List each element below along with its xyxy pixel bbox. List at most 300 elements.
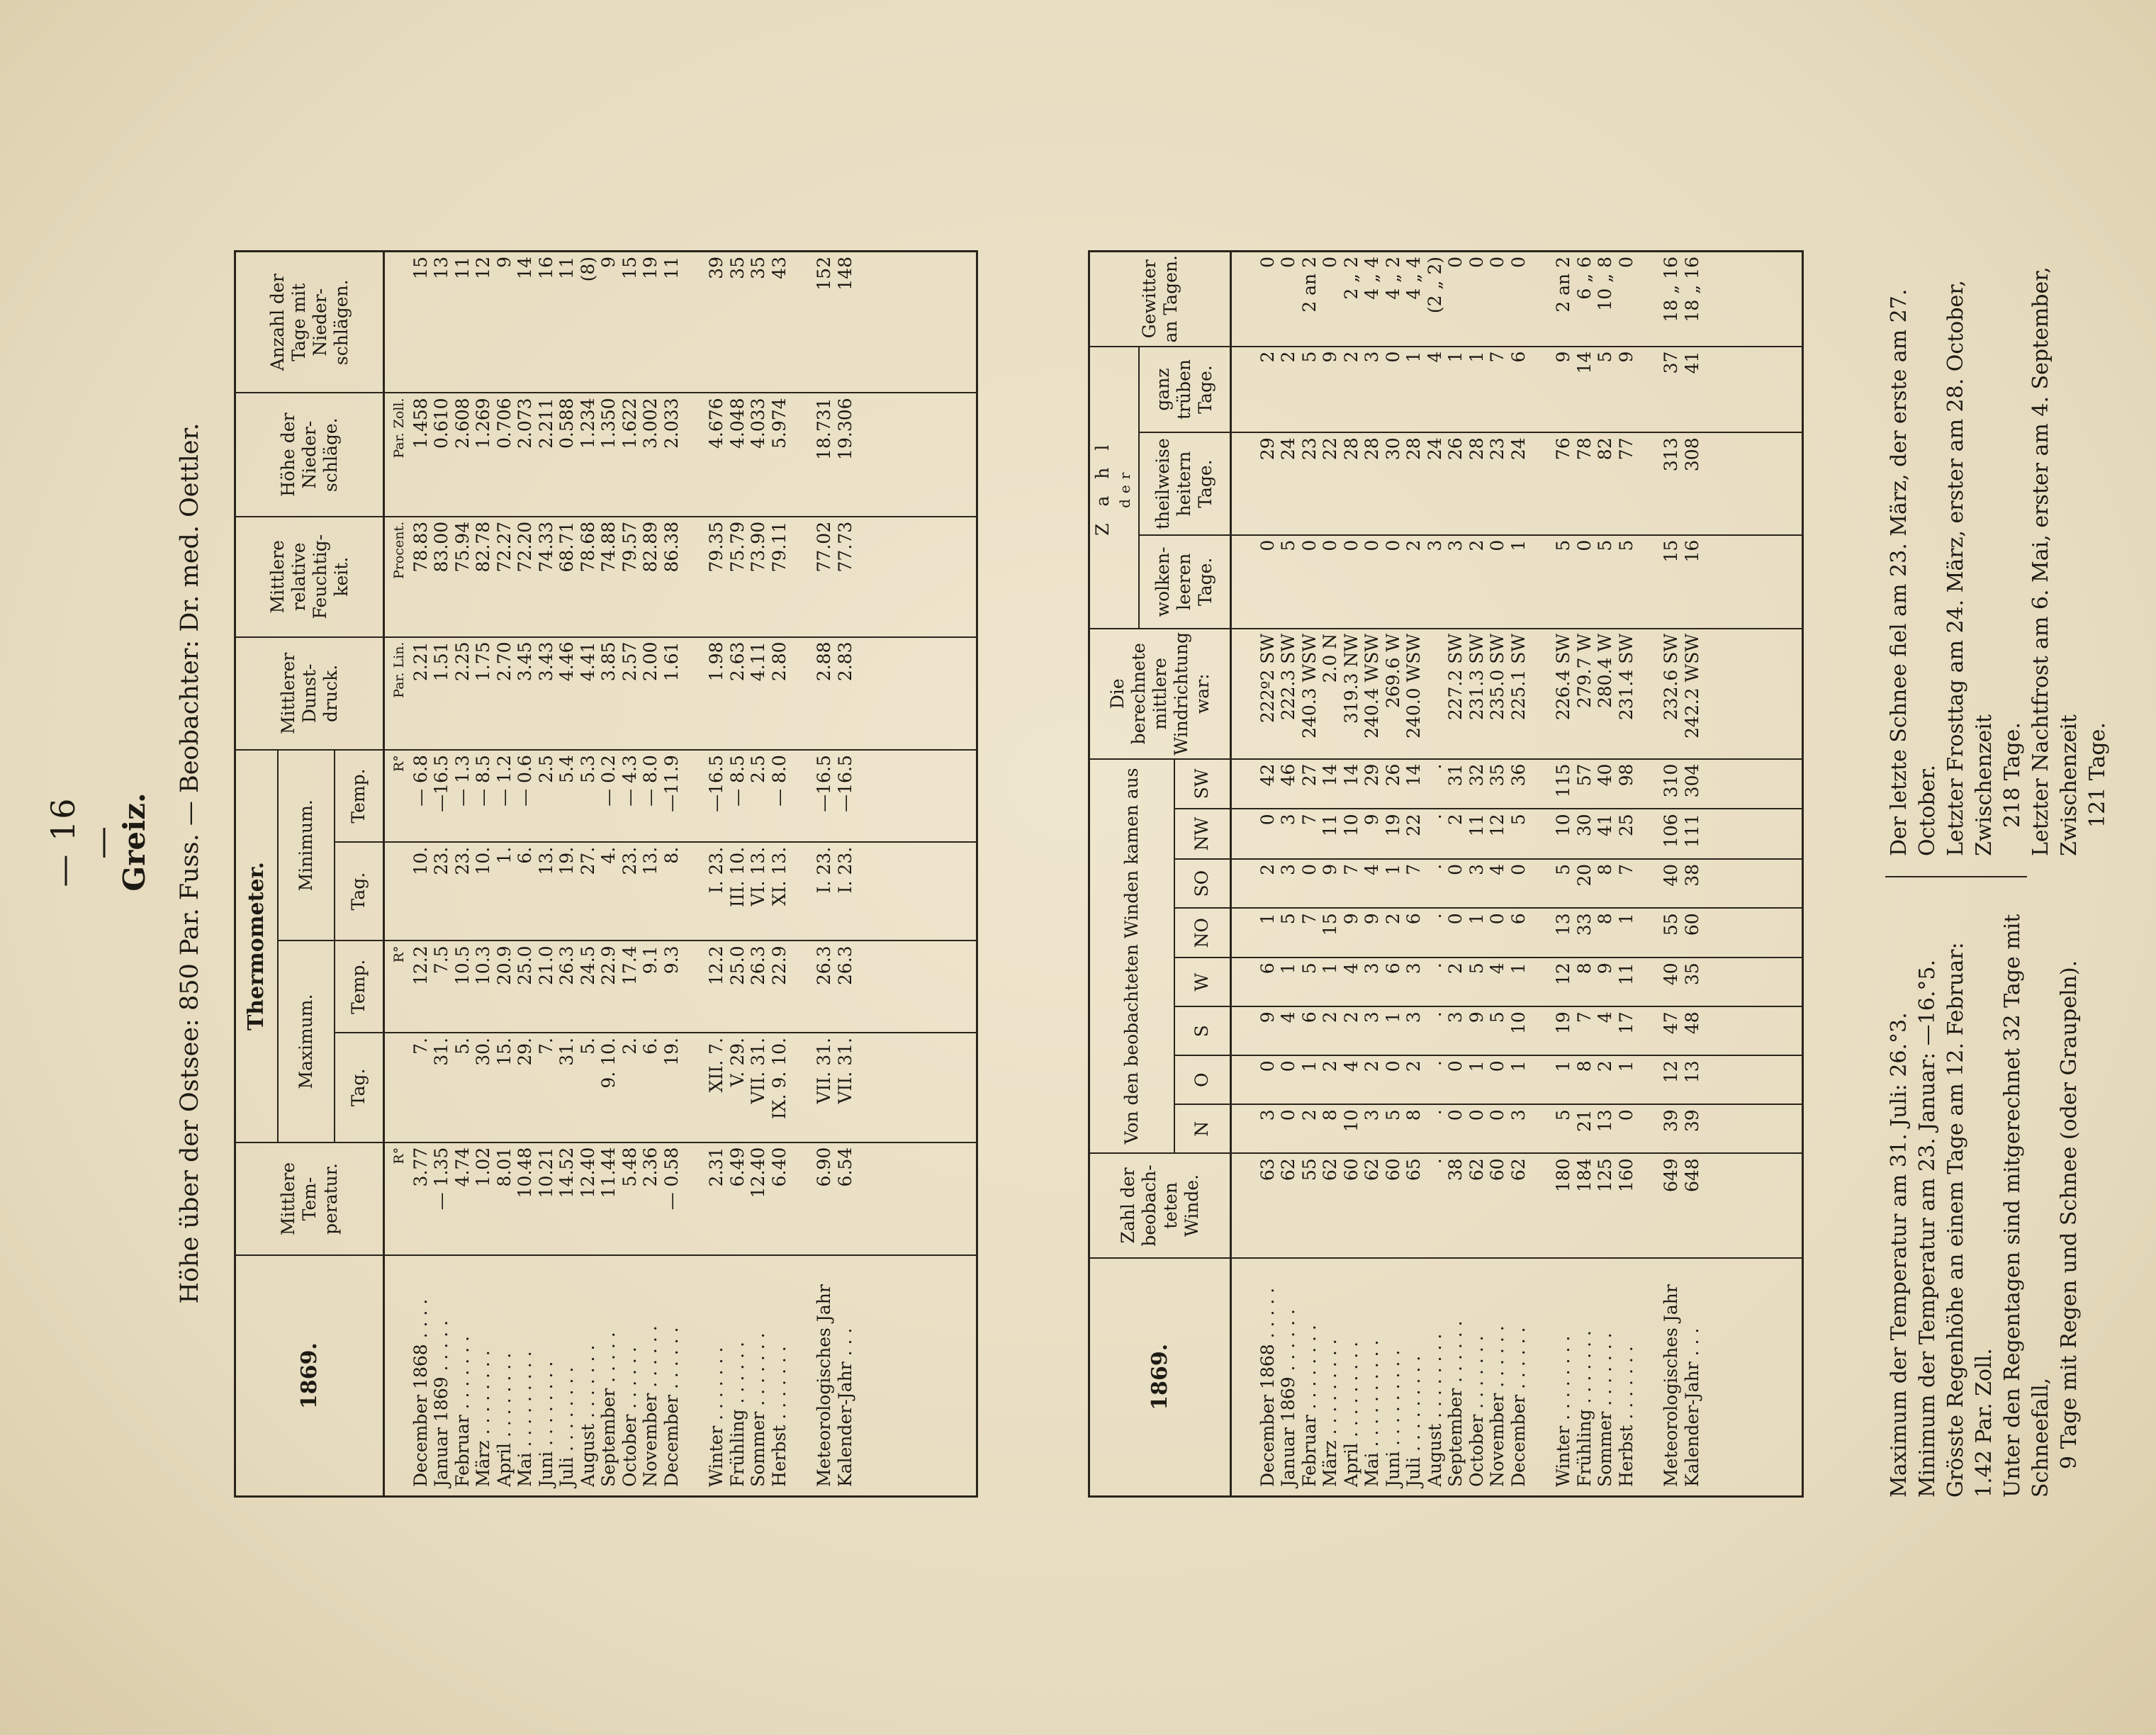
cell-SW: 27 — [1298, 763, 1320, 787]
column-min_day — [384, 842, 977, 941]
cell-precip: 1.234 — [577, 398, 598, 449]
cell-S: 3 — [1361, 1011, 1382, 1023]
cell-label: Frühling . . . . . . . — [1573, 1330, 1595, 1487]
cell-mean: 2.36 — [640, 1147, 661, 1187]
cell-cnt: 180 — [1553, 1158, 1573, 1192]
cell-SW: 29 — [1361, 763, 1382, 787]
cell-stm: 2 an 2 — [1298, 257, 1320, 313]
cell-min_day: I. 23. — [834, 846, 855, 894]
cell-NO: 13 — [1553, 913, 1573, 936]
cell-label: März . . . . . . . . . — [1320, 1339, 1340, 1487]
t1-thermometer-header: Thermometer. — [235, 750, 278, 1142]
cell-dir: 232.6 SW — [1661, 633, 1681, 721]
cell-dir: 222.3 SW — [1278, 633, 1298, 721]
group-gap — [1529, 352, 1553, 429]
cell-days: 148 — [834, 257, 855, 291]
cell-S: 17 — [1615, 1011, 1636, 1035]
cell-label: August . . . . . . . . — [1424, 1333, 1445, 1487]
cell-clr: 5 — [1615, 539, 1636, 551]
cell-SW: 46 — [1278, 763, 1298, 787]
cell-dir: 227.2 SW — [1445, 633, 1466, 721]
cell-label: Sommer . . . . . . . — [748, 1332, 768, 1487]
t2-dir-header-n: N — [1174, 1104, 1231, 1153]
cell-cnt: 62 — [1361, 1158, 1382, 1181]
cell-NW: 12 — [1487, 814, 1507, 837]
cell-min_day: 13. — [640, 846, 661, 875]
cell-SO: 5 — [1553, 863, 1573, 875]
cell-min_temp: — 1.3 — [451, 755, 473, 807]
cell-stm: 4 „ 4 — [1403, 257, 1424, 300]
cell-min_temp: 2.5 — [535, 755, 556, 783]
group-gap — [790, 945, 814, 1029]
cell-O: 0 — [1487, 1060, 1507, 1072]
cell-vapour: 2.21 — [410, 641, 431, 682]
cell-hum: 68.71 — [556, 521, 577, 573]
cell-max_day: 2. — [619, 1038, 640, 1055]
cell-NO: 2 — [1382, 913, 1403, 925]
group-gap — [790, 1147, 814, 1252]
unit-spacer — [1236, 634, 1257, 756]
t1-max-temp-header: Temp. — [335, 941, 384, 1033]
cell-label: November . . . . . . — [640, 1325, 661, 1487]
cell-ovc: 0 — [1382, 351, 1403, 363]
cell-ovc: 2 — [1257, 351, 1278, 363]
cell-part: 24 — [1507, 437, 1529, 461]
note-left-2: Minimum der Temperatur am 23. Januar: —16.°5. — [1915, 959, 1940, 1498]
group-gap — [790, 1038, 814, 1139]
cell-S: 19 — [1553, 1011, 1573, 1035]
cell-max_temp: 26.3 — [814, 945, 834, 986]
cell-clr: 0 — [1573, 539, 1595, 551]
cell-max_temp: 9.1 — [640, 945, 661, 975]
cell-ovc: 7 — [1487, 351, 1507, 363]
unit-spacer — [1236, 352, 1257, 429]
t1-mean-header: Mittlere Tem- peratur. — [235, 1142, 384, 1256]
cell-max_day: V. 29. — [726, 1038, 748, 1087]
cell-cnt: 60 — [1487, 1158, 1507, 1181]
t1-days-header: Anzahl der Tage mit Nieder- schlägen. — [235, 252, 384, 393]
cell-label: Juli . . . . . . . . . — [1403, 1355, 1424, 1487]
page-number: — 16 — — [44, 797, 120, 887]
cell-mean: 6.54 — [834, 1147, 855, 1187]
cell-clr: 0 — [1257, 539, 1278, 551]
cell-precip: 4.048 — [726, 398, 748, 449]
cell-label: Winter . . . . . . . — [706, 1347, 726, 1487]
cell-SO: 7 — [1403, 863, 1424, 875]
cell-W: 40 — [1661, 962, 1681, 986]
cell-W: 5 — [1466, 962, 1487, 975]
cell-vapour: 3.45 — [515, 641, 535, 682]
cell-hum: 73.90 — [748, 521, 768, 573]
cell-min_temp: — 8.5 — [726, 755, 748, 807]
cell-stm: 0 — [1466, 257, 1487, 268]
cell-S: 10 — [1507, 1011, 1529, 1035]
group-gap — [1636, 257, 1661, 343]
cell-days: 11 — [556, 257, 577, 279]
cell-part: 23 — [1298, 437, 1320, 461]
cell-hum: 75.79 — [726, 521, 748, 573]
cell-NO: 0 — [1445, 913, 1466, 925]
cell-SO: 7 — [1615, 863, 1636, 875]
cell-label: Sommer . . . . . . . — [1595, 1332, 1615, 1487]
cell-precip: 5.974 — [768, 398, 790, 449]
cell-W: 3 — [1361, 962, 1382, 975]
cell-hum: 82.89 — [640, 521, 661, 573]
cell-NW: 11 — [1320, 814, 1340, 837]
cell-N: 2 — [1298, 1109, 1320, 1121]
cell-max_temp: 25.0 — [515, 945, 535, 986]
cell-min_day: 23. — [431, 846, 451, 875]
cell-O: 2 — [1320, 1060, 1340, 1072]
cell-precip: 4.033 — [748, 398, 768, 449]
cell-hum: 74.33 — [535, 521, 556, 573]
group-gap — [790, 642, 814, 747]
cell-part: 29 — [1257, 437, 1278, 461]
cell-dir: 231.4 SW — [1615, 633, 1636, 721]
cell-precip: 1.269 — [473, 398, 493, 449]
cell-O: 2 — [1595, 1060, 1615, 1072]
cell-max_day: 19. — [661, 1038, 682, 1066]
cell-min_temp: 2.5 — [748, 755, 768, 783]
cell-precip: 1.622 — [619, 398, 640, 449]
cell-days: 9 — [493, 257, 515, 268]
cell-max_day: XII. 7. — [706, 1038, 726, 1093]
group-gap — [1529, 1158, 1553, 1254]
cell-O: 13 — [1681, 1060, 1702, 1084]
group-gap — [1529, 814, 1553, 855]
note-left-5: 9 Tage mit Regen und Schnee (oder Graupeln). — [2057, 960, 2082, 1469]
cell-O: 0 — [1257, 1060, 1278, 1072]
cell-part: 76 — [1553, 437, 1573, 461]
cell-O: 1 — [1507, 1060, 1529, 1072]
cell-NO: 9 — [1340, 913, 1361, 925]
group-gap — [1529, 1011, 1553, 1052]
cell-NO: 1 — [1466, 913, 1487, 925]
cell-SO: 2 — [1257, 863, 1278, 875]
cell-label: Mai . . . . . . . . . . — [1361, 1340, 1382, 1487]
cell-S: 2 — [1340, 1011, 1361, 1023]
cell-min_temp: —16.5 — [814, 755, 834, 812]
cell-label: April . . . . . . . . . — [1340, 1341, 1361, 1487]
cell-SW: 57 — [1573, 763, 1595, 787]
cell-max_temp: 24.5 — [577, 945, 598, 986]
cell-part: 26 — [1445, 437, 1466, 461]
cell-clr: 3 — [1424, 539, 1445, 551]
cell-label: Herbst . . . . . . . — [768, 1346, 790, 1487]
unit-max_temp: R° — [391, 945, 407, 963]
cell-clr: 5 — [1278, 539, 1298, 551]
cell-label: December 1868 . . . . . — [1257, 1287, 1278, 1487]
cell-part: 28 — [1340, 437, 1361, 461]
group-gap — [682, 755, 706, 838]
cell-NW: 106 — [1661, 814, 1681, 848]
cell-clr: 5 — [1595, 539, 1615, 551]
cell-SW: . — [1424, 763, 1445, 770]
cell-NW: . — [1424, 814, 1445, 820]
group-gap — [1636, 540, 1661, 625]
cell-max_day: 7. — [535, 1038, 556, 1055]
cell-hum: 78.68 — [577, 521, 598, 573]
cell-NW: 5 — [1507, 814, 1529, 826]
t2-storm-header: Gewitter an Tagen. — [1089, 252, 1231, 347]
cell-mean: 14.52 — [556, 1147, 577, 1198]
cell-SO: 20 — [1573, 863, 1595, 887]
cell-part: 313 — [1661, 437, 1681, 472]
cell-max_day: 15. — [493, 1038, 515, 1066]
cell-max_temp: 20.9 — [493, 945, 515, 986]
cell-ovc: 9 — [1320, 351, 1340, 363]
cell-clr: 5 — [1553, 539, 1573, 551]
cell-part: 30 — [1382, 437, 1403, 461]
cell-dir: 280.4 W — [1595, 633, 1615, 709]
column-S — [1231, 1006, 1803, 1055]
cell-SO: 7 — [1340, 863, 1361, 875]
column-part — [1231, 432, 1803, 534]
cell-ovc: 5 — [1298, 351, 1320, 363]
group-gap — [790, 522, 814, 634]
group-gap — [1529, 962, 1553, 1003]
cell-mean: 10.48 — [515, 1147, 535, 1198]
cell-vapour: 2.83 — [834, 641, 855, 682]
cell-SW: 40 — [1595, 763, 1615, 787]
cell-O: 0 — [1278, 1060, 1298, 1072]
unit-spacer — [1236, 437, 1257, 531]
column-hum — [384, 517, 977, 637]
cell-days: 9 — [598, 257, 619, 268]
cell-S: 6 — [1298, 1011, 1320, 1023]
cell-NO: 55 — [1661, 913, 1681, 936]
cell-label: Juli . . . . . . . . — [556, 1366, 577, 1487]
cell-clr: 1 — [1507, 539, 1529, 551]
cell-min_temp: —16.5 — [834, 755, 855, 812]
column-label — [384, 1255, 977, 1496]
thermometer-table — [234, 250, 978, 1498]
cell-cnt: 649 — [1661, 1158, 1681, 1192]
cell-days: 13 — [431, 257, 451, 279]
cell-S: 47 — [1661, 1011, 1681, 1035]
cell-vapour: 2.25 — [451, 641, 473, 682]
cell-max_day: 29. — [515, 1038, 535, 1066]
unit-spacer — [1236, 1060, 1257, 1101]
cell-precip: 19.306 — [834, 398, 855, 460]
group-gap — [682, 1038, 706, 1139]
cell-label: December . . . . . . — [1507, 1327, 1529, 1487]
cell-dir — [1425, 634, 1446, 756]
cell-hum: 79.35 — [706, 521, 726, 573]
cell-min_temp: — 8.0 — [768, 755, 790, 807]
column-vapour — [384, 637, 977, 751]
cell-vapour: 1.98 — [706, 641, 726, 682]
cell-ovc: 9 — [1615, 351, 1636, 363]
cell-days: 11 — [661, 257, 682, 279]
column-label — [1231, 1258, 1803, 1497]
cell-SW: 36 — [1507, 763, 1529, 787]
cell-stm: 10 „ 8 — [1595, 257, 1615, 311]
group-gap — [682, 642, 706, 747]
cell-days: 15 — [619, 257, 640, 279]
note-right-1: Der letzte Schnee fiel am 23. März, der erste am 27. October. — [1887, 288, 1940, 856]
cell-ovc: 37 — [1661, 351, 1681, 374]
cell-stm: 0 — [1507, 257, 1529, 268]
cell-stm: (2 „ 2) — [1424, 257, 1445, 314]
column-O — [1231, 1055, 1803, 1104]
cell-part: 24 — [1278, 437, 1298, 461]
cell-min_temp: —16.5 — [706, 755, 726, 812]
group-gap — [1529, 913, 1553, 954]
cell-dir: 235.0 SW — [1487, 633, 1507, 721]
cell-cnt: 38 — [1445, 1158, 1466, 1181]
cell-days: 15 — [410, 257, 431, 279]
note-right-5: 121 Tage. — [2085, 722, 2110, 828]
cell-dir: 240.3 WSW — [1298, 633, 1320, 739]
cell-min_temp: 5.4 — [556, 755, 577, 783]
group-gap — [1636, 352, 1661, 429]
cell-vapour: 3.85 — [598, 641, 619, 682]
cell-mean: 4.74 — [451, 1147, 473, 1187]
cell-dir: 222º2 SW — [1257, 633, 1278, 724]
cell-N: 5 — [1382, 1109, 1403, 1121]
cell-SO: 3 — [1278, 863, 1298, 875]
group-gap — [1529, 257, 1553, 343]
column-max_temp — [384, 941, 977, 1033]
cell-cnt: 63 — [1257, 1158, 1278, 1181]
cell-NW: 2 — [1445, 814, 1466, 826]
station-subtitle: Höhe über der Ostsee: 850 Par. Fuss. — Beobachter: Dr. med. Oettler. — [176, 422, 204, 1304]
cell-NO: 5 — [1278, 913, 1298, 925]
cell-NW: 111 — [1681, 814, 1702, 848]
cell-mean: 2.31 — [706, 1147, 726, 1187]
cell-min_day: 23. — [619, 846, 640, 875]
cell-NO: 7 — [1298, 913, 1320, 925]
cell-min_day: VI. 13. — [748, 846, 768, 906]
cell-cnt: 62 — [1507, 1158, 1529, 1181]
cell-ovc: 1 — [1445, 351, 1466, 363]
cell-min_temp: — 8.0 — [640, 755, 661, 807]
cell-W: 6 — [1382, 962, 1403, 975]
cell-max_day: 6. — [640, 1038, 661, 1055]
cell-NW: 0 — [1257, 814, 1278, 826]
cell-clr: 0 — [1382, 539, 1403, 551]
unit-spacer — [389, 257, 410, 389]
cell-precip: 3.002 — [640, 398, 661, 449]
cell-vapour: 4.41 — [577, 641, 598, 682]
t2-overcast-header: ganz trüben Tage. — [1139, 347, 1231, 433]
group-gap — [1636, 1011, 1661, 1052]
unit-spacer — [1236, 1263, 1257, 1487]
cell-W: 4 — [1487, 962, 1507, 975]
cell-label: April . . . . . . . . — [493, 1352, 515, 1487]
cell-NO: 0 — [1487, 913, 1507, 925]
group-gap — [682, 945, 706, 1029]
group-gap — [790, 398, 814, 512]
cell-precip: 4.676 — [706, 398, 726, 449]
cell-SO: 38 — [1681, 863, 1702, 887]
cell-ovc: 1 — [1466, 351, 1487, 363]
note-right-3: 218 Tage. — [2000, 722, 2025, 828]
t2-winds-header: Von den beobachteten Winden kamen aus — [1089, 759, 1174, 1154]
cell-N: 39 — [1661, 1109, 1681, 1133]
cell-min_day: I. 23. — [706, 846, 726, 894]
cell-stm: 18 „ 16 — [1661, 257, 1681, 322]
column-W — [1231, 958, 1803, 1006]
cell-ovc: 3 — [1361, 351, 1382, 363]
cell-W: 4 — [1340, 962, 1361, 975]
cell-SO: 0 — [1507, 863, 1529, 875]
cell-mean: 5.48 — [619, 1147, 640, 1187]
cell-W: 2 — [1445, 962, 1466, 975]
cell-days: 35 — [748, 257, 768, 279]
cell-max_temp: 12.2 — [706, 945, 726, 986]
cell-NO: . — [1424, 913, 1445, 919]
group-gap — [1529, 1109, 1553, 1150]
cell-N: 8 — [1403, 1109, 1424, 1121]
cell-clr: 2 — [1466, 539, 1487, 551]
cell-SO: 9 — [1320, 863, 1340, 875]
group-gap — [1636, 1263, 1661, 1487]
cell-vapour: 2.63 — [726, 641, 748, 682]
cell-precip: 2.211 — [535, 398, 556, 449]
note-right-2: Letzter Frosttag am 24. März, erster am 28. October, Zwischenzeit — [1943, 280, 1997, 856]
cell-clr: 0 — [1361, 539, 1382, 551]
t1-vapour-header: Mittlerer Dunst- druck. — [235, 637, 384, 751]
cell-days: 39 — [706, 257, 726, 279]
cell-vapour: 2.88 — [814, 641, 834, 682]
cell-W: 1 — [1320, 962, 1340, 975]
unit-spacer — [1236, 1011, 1257, 1052]
cell-S: 48 — [1681, 1011, 1702, 1035]
group-gap — [1636, 814, 1661, 855]
cell-SW: 32 — [1466, 763, 1487, 787]
cell-NW: 7 — [1298, 814, 1320, 826]
unit-mean: R° — [391, 1147, 407, 1164]
cell-label: August . . . . . . . — [577, 1344, 598, 1487]
t1-min-temp-header: Temp. — [335, 750, 384, 842]
cell-O: 12 — [1661, 1060, 1681, 1084]
cell-hum: 75.94 — [451, 521, 473, 573]
notes-right — [1885, 218, 2112, 856]
cell-NO: 33 — [1573, 913, 1595, 936]
cell-dir: 2.0 N — [1320, 633, 1340, 683]
group-gap — [1636, 764, 1661, 806]
cell-ovc: 41 — [1681, 351, 1702, 374]
cell-stm: 0 — [1257, 257, 1278, 268]
cell-cnt: 62 — [1320, 1158, 1340, 1181]
cell-hum: 72.27 — [493, 521, 515, 573]
cell-dir: 319.3 NW — [1340, 633, 1361, 724]
cell-S: 3 — [1403, 1011, 1424, 1023]
group-gap — [1636, 864, 1661, 904]
cell-hum: 78.83 — [410, 521, 431, 573]
column-dir — [1231, 629, 1803, 759]
notes-divider — [1885, 876, 2027, 877]
column-SW — [1231, 759, 1803, 809]
cell-hum: 77.73 — [834, 521, 855, 573]
t2-dir-header-no: NO — [1174, 908, 1231, 958]
t1-max-tag-header: Tag. — [335, 1033, 384, 1142]
cell-NW: 19 — [1382, 814, 1403, 837]
cell-part: 77 — [1615, 437, 1636, 461]
note-right-4: Letzter Nachtfrost am 6. Mai, erster am 4. September, Zwischenzeit — [2028, 266, 2082, 856]
unit-spacer — [389, 847, 410, 938]
cell-precip: 18.731 — [814, 398, 834, 460]
cell-SW: 14 — [1340, 763, 1361, 787]
unit-precip: Par. Zoll. — [391, 398, 407, 459]
cell-max_day: 9. 10. — [598, 1038, 619, 1089]
cell-max_day: 7. — [410, 1038, 431, 1055]
cell-N: 3 — [1361, 1109, 1382, 1121]
cell-days: 152 — [814, 257, 834, 291]
t1-minimum-header: Minimum. — [278, 750, 335, 941]
